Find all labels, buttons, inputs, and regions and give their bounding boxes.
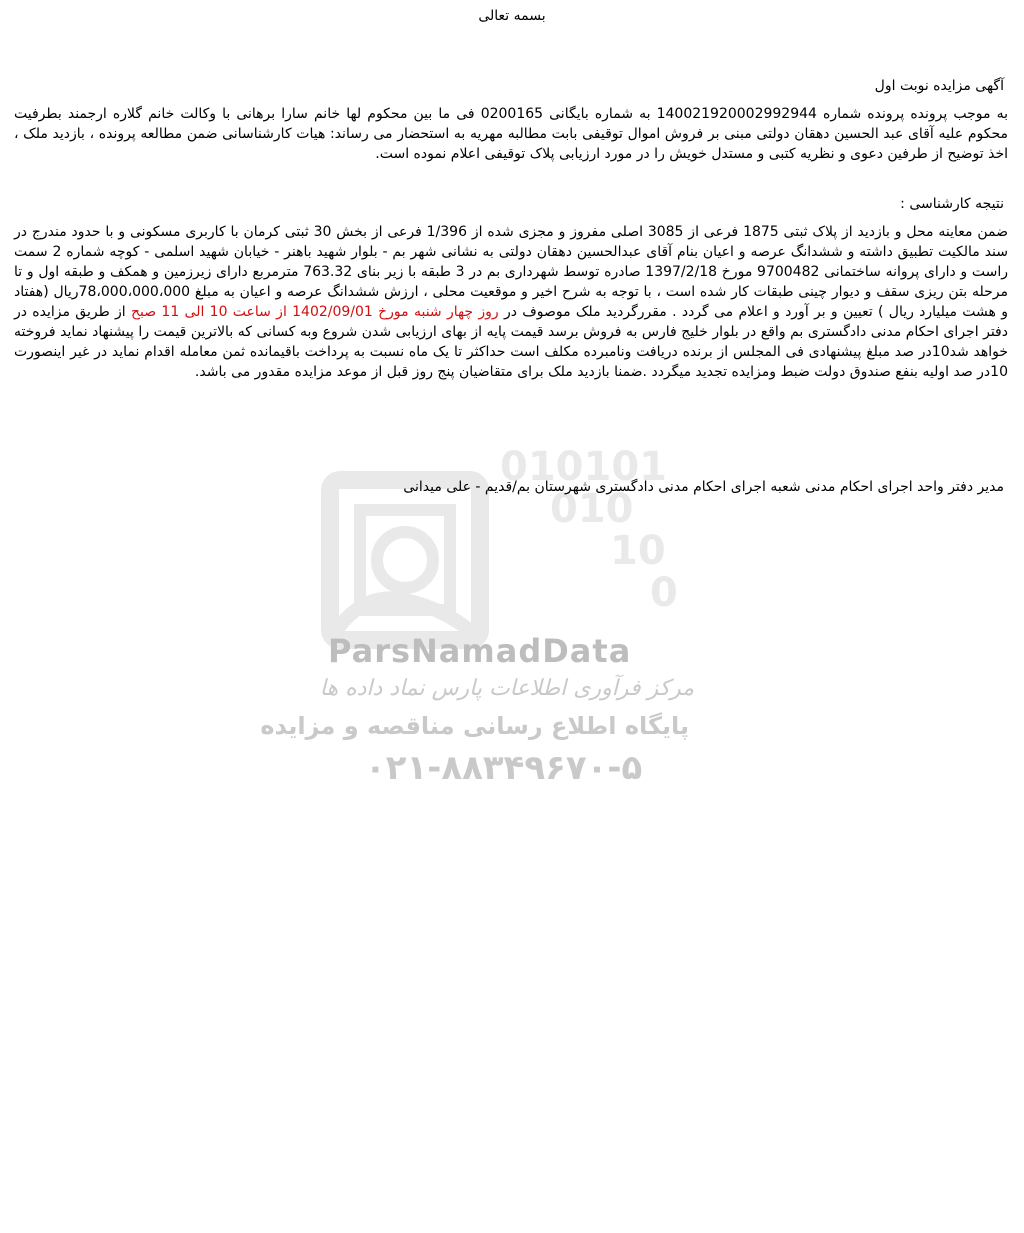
watermark-brand: ParsNamadData: [328, 632, 632, 670]
auction-date-highlight: روز چهار شنبه مورخ 1402/09/01 از ساعت 10 الی 11 صبح: [130, 304, 499, 320]
expert-paragraph: [14, 222, 1008, 382]
expert-section-title: نتیجه کارشناسی :: [900, 196, 1004, 212]
watermark-phone: ۰۲۱-۸۸۳۴۹۶۷۰-۵: [365, 748, 643, 788]
signature-line: مدیر دفتر واحد اجرای احکام مدنی شعبه اجرای احکام مدنی دادگستری شهرستان بم/قدیم - علی میدانی: [403, 479, 1004, 495]
document-invocation: بسمه تعالی: [478, 8, 546, 24]
watermark-digits-low: 10: [610, 528, 666, 574]
notice-intro-paragraph: به موجب پرونده پرونده شماره 140021920002992944 به شماره بایگانی 0200165 فی ما بین محکوم لها خانم سارا برهانی با وکالت خانم گلاره ارجمند بطرفیت محکوم علیه آقای عبد الحسین دهقان دولتی مبنی بر فروش اموال توقیفی بابت مطالبه مهریه به استحضار می رساند: هیات کارشناسانی ضمن مطالعه پرونده ، بازدید ملک ، اخذ توضیح از طرفین دعوی و نظریه کتبی و مستدل خویش را در مورد ارزیابی پلاک توقیفی اعلام نموده است.: [14, 106, 1008, 162]
notice-title: آگهی مزایده نوبت اول: [874, 78, 1004, 94]
watermark-line-2: پایگاه اطلاع رسانی مناقصه و مزایده: [260, 712, 689, 740]
expert-text-before: ضمن معاینه محل و بازدید از پلاک ثبتی 1875 فرعی از 3085 اصلی مفروز و مجزی شده از 1/396 فرعی از بخش 30 ثبتی کرمان با کاربری مسکونی و با حدود مندرج در سند مالکیت تطبیق داشته و ششدانگ عرصه و اعیان بنام آقای عبدالحسین دهقان دولتی به نشانی شهر بم - بلوار شهید باهنر - خیابان شهید اسلمی - کوچه شماره 2 سمت راست و دارای پروانه ساختمانی 9700482 مورخ 1397/2/18 صادره توسط شهرداری بم در 3 طبقه با زیر بنای 763.32 مترمربع دارای زیرزمین و همکف و طبقه اول و تا مرحله بتن ریزی سقف و دیوار چینی طبقات کار شده است ، با توجه به شرح اخیر و موقعیت محلی ، ارزش ششدانگ عرصه و اعیان به مبلغ 78،000،000،000ریال (هفتاد و هشت میلیارد ریال ) تعیین و بر آورد و اعلام می گردد . مقررگردید ملک موصوف در: [14, 224, 1008, 320]
expert-text-after: از طریق مزایده در دفتر اجرای احکام مدنی دادگستری بم واقع در بلوار خلیج فارس به فروش برسد قیمت پایه از بهای ارزیابی شدن شروع وبه کسانی که بالاترین قیمت را پیشنهاد نماید فروخته خواهد شد10در صد مبلغ پیشنهادی فی المجلس از برنده دریافت ونامبرده مکلف است حداکثر تا یک ماه نسبت به پرداخت باقیمانده ثمن معامله اقدام نماید در غیر اینصورت 10در صد اولیه بنفع صندوق دولت ضبط ومزایده تجدید میگردد .ضمنا بازدید ملک برای متقاضیان پنج روز قبل از موعد مزایده مقدور می باشد.: [14, 304, 1008, 380]
watermark-digits-mid: 010: [550, 486, 634, 532]
watermark-digits-top: 010101: [500, 444, 667, 490]
watermark-digit-last: 0: [650, 570, 678, 616]
watermark-line-1: مرکز فرآوری اطلاعات پارس نماد داده ها: [319, 676, 694, 701]
